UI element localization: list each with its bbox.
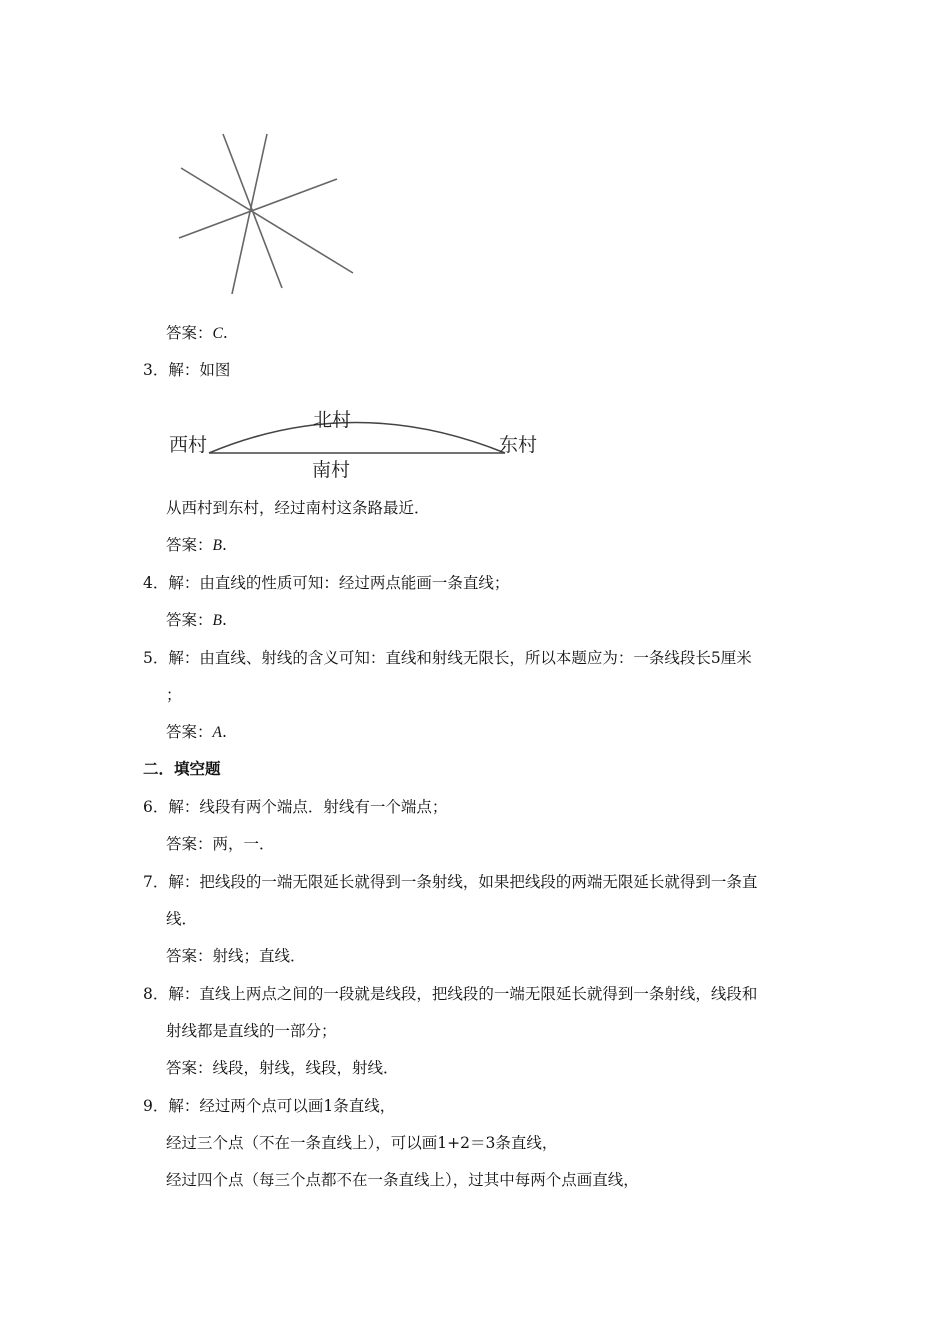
question-3-explanation: 从西村到东村，经过南村这条路最近． xyxy=(166,499,430,517)
answer-suffix: . xyxy=(221,611,227,629)
villages-route-figure xyxy=(165,402,545,482)
north-route-arc xyxy=(209,423,505,454)
question-text: 解：把线段的一端无限延长就得到一条射线，如果把线段的两端无限延长就得到一条直 xyxy=(168,873,758,891)
question-8 xyxy=(143,984,757,1004)
figure-line-3 xyxy=(181,168,353,273)
question-text: 解：由直线、射线的含义可知：直线和射线无限长，所以本题应为：一条线段长5厘米 xyxy=(168,649,752,667)
east-village-label: 东村 xyxy=(499,434,538,456)
answer-5 xyxy=(166,722,227,743)
answer-4 xyxy=(166,610,227,631)
question-number: 7． xyxy=(143,873,169,891)
question-9-line-2: 经过三个点（不在一条直线上），可以画1+2＝3条直线， xyxy=(166,1134,558,1152)
answer-value: B xyxy=(212,537,222,554)
question-number: 6． xyxy=(143,798,169,816)
answer-7: 答案：射线；直线． xyxy=(166,947,306,965)
north-village-label: 北村 xyxy=(313,409,352,431)
answer-value: B xyxy=(212,612,222,629)
question-9 xyxy=(143,1096,395,1116)
question-text: 解：经过两个点可以画1条直线， xyxy=(168,1097,396,1115)
question-4 xyxy=(143,573,509,593)
question-text: 解：由直线的性质可知：经过两点能画一条直线； xyxy=(168,574,510,592)
question-5 xyxy=(143,648,752,668)
question-5-continued: ； xyxy=(166,686,182,704)
answer-suffix: . xyxy=(221,536,227,554)
question-7 xyxy=(143,872,757,892)
question-number: 5． xyxy=(143,649,169,667)
question-text: 解：线段有两个端点．射线有一个端点； xyxy=(168,798,448,816)
intersecting-lines-figure xyxy=(170,128,410,308)
answer-label: 答案： xyxy=(166,536,213,554)
figure-line-4 xyxy=(179,179,337,238)
answer-suffix: . xyxy=(222,324,228,342)
question-9-line-3: 经过四个点（每三个点都不在一条直线上），过其中每两个点画直线， xyxy=(166,1171,639,1189)
section-heading-fill-blank: 二．填空题 xyxy=(143,759,221,778)
question-number: 9． xyxy=(143,1097,169,1115)
question-6 xyxy=(143,797,447,817)
question-7-continued: 线． xyxy=(166,910,198,928)
south-village-label: 南村 xyxy=(312,459,351,481)
question-3 xyxy=(143,360,230,380)
answer-value: A xyxy=(212,724,222,741)
answer-8: 答案：线段，射线，线段，射线． xyxy=(166,1059,399,1077)
question-number: 3． xyxy=(143,361,169,379)
figure-line-2 xyxy=(232,134,267,294)
answer-3 xyxy=(166,535,227,556)
question-text: 解：如图 xyxy=(168,361,231,379)
answer-value: C xyxy=(212,325,223,342)
answer-label: 答案： xyxy=(166,324,213,342)
question-8-continued: 射线都是直线的一部分； xyxy=(166,1022,337,1040)
answer-2 xyxy=(166,323,228,344)
question-text: 解：直线上两点之间的一段就是线段，把线段的一端无限延长就得到一条射线，线段和 xyxy=(168,985,758,1003)
answer-label: 答案： xyxy=(166,611,213,629)
question-number: 4． xyxy=(143,574,169,592)
answer-6: 答案：两，一． xyxy=(166,835,275,853)
question-number: 8． xyxy=(143,985,169,1003)
answer-label: 答案： xyxy=(166,723,213,741)
answer-suffix: . xyxy=(221,723,227,741)
west-village-label: 西村 xyxy=(169,434,208,456)
